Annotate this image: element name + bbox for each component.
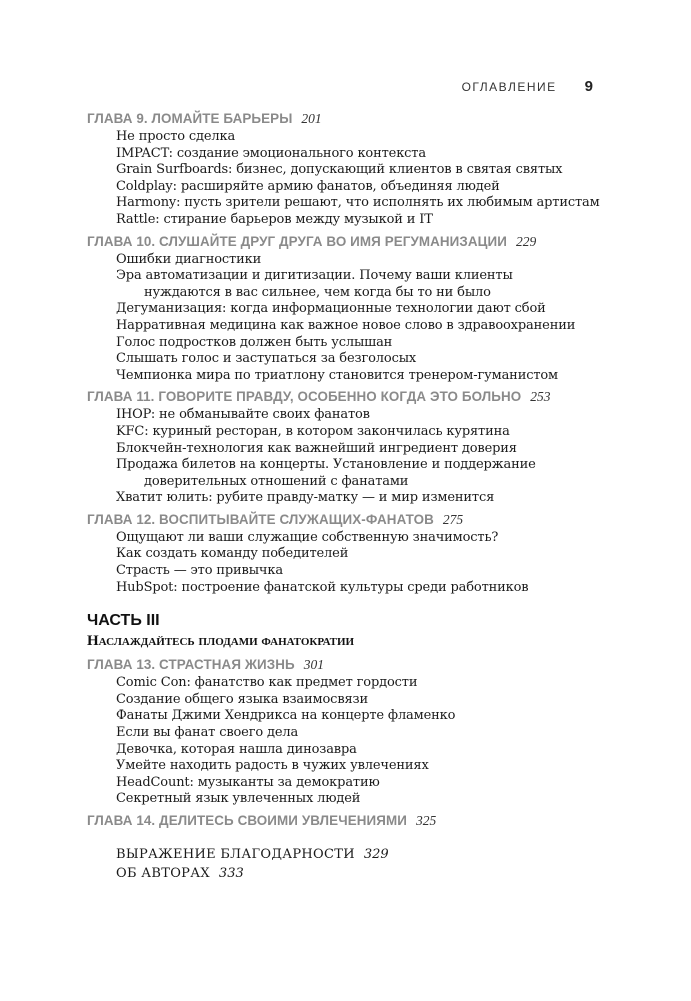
chapter-entries xyxy=(87,252,607,385)
chapter-entries xyxy=(87,675,607,808)
toc-entry[interactable]: Дегуманизация: когда информационные технологии дают сбой xyxy=(116,301,546,317)
chapter-page: 253 xyxy=(530,389,551,405)
page-number: 9 xyxy=(584,78,593,95)
chapter-entries xyxy=(87,407,607,507)
toc-entry[interactable]: KFC: куриный ресторан, в котором закончилась курятина xyxy=(116,423,510,439)
toc-entry[interactable]: IHOP: не обманывайте своих фанатов xyxy=(116,407,370,423)
toc-entry[interactable]: Девочка, которая нашла динозавра xyxy=(116,741,357,757)
toc-entry[interactable]: Grain Surfboards: бизнес, допускающий клиентов в святая святых xyxy=(116,162,563,178)
toc-entry[interactable]: Comic Con: фанатство как предмет гордости xyxy=(116,675,418,691)
toc-entry[interactable]: Harmony: пусть зрители решают, что исполнять их любимым артистам xyxy=(116,195,600,211)
chapter-page: 301 xyxy=(303,657,325,673)
toc-entry[interactable] xyxy=(116,457,607,490)
chapter-page: 325 xyxy=(415,813,437,828)
toc-entry[interactable]: Хватит юлить: рубите правду-матку — и мир изменится xyxy=(116,490,495,506)
back-matter-page: 333 xyxy=(218,866,244,881)
toc-entry[interactable]: Страсть — это привычка xyxy=(116,563,283,579)
back-matter-entry[interactable] xyxy=(87,864,607,883)
toc-entry[interactable]: Если вы фанат своего дела xyxy=(116,725,299,741)
chapter-heading[interactable] xyxy=(87,232,607,252)
toc-entry[interactable]: IMPACT: создание эмоционального контекста xyxy=(116,145,426,161)
back-matter-title: ВЫРАЖЕНИЕ БЛАГОДАРНОСТИ xyxy=(116,847,355,862)
toc-entry[interactable]: Ошибки диагностики xyxy=(116,251,262,267)
toc-entry[interactable]: Чемпионка мира по триатлону становится тренером-гуманистом xyxy=(116,367,559,383)
toc-entry-line: Эра автоматизации и дигитизации. Почему ваши клиенты xyxy=(116,268,513,284)
chapter-title: ГЛАВА 13. СТРАСТНАЯ ЖИЗНЬ xyxy=(87,657,295,673)
chapter-page: 201 xyxy=(301,111,322,126)
chapter-title: ГЛАВА 11. ГОВОРИТЕ ПРАВДУ, ОСОБЕННО КОГДА ЭТО БОЛЬНО xyxy=(87,389,522,405)
toc-entry-continuation: доверительных отношений с фанатами xyxy=(144,473,409,489)
toc-entry[interactable]: Нарративная медицина как важное новое слово в здравоохранении xyxy=(116,317,576,333)
chapter-heading[interactable] xyxy=(87,510,607,530)
toc-entry[interactable]: Rattle: стирание барьеров между музыкой и IT xyxy=(116,211,433,227)
toc-entry[interactable]: Секретный язык увлеченных людей xyxy=(116,791,361,807)
back-matter-title: ОБ АВТОРАХ xyxy=(116,866,210,881)
chapter-title: ГЛАВА 12. ВОСПИТЫВАЙТЕ СЛУЖАЩИХ-ФАНАТОВ xyxy=(87,511,434,527)
toc-entry[interactable]: Блокчейн-технология как важнейший ингредиент доверия xyxy=(116,440,517,456)
toc-entry[interactable]: Умейте находить радость в чужих увлечениях xyxy=(116,758,429,774)
chapter-heading[interactable] xyxy=(87,655,607,675)
toc-entry[interactable] xyxy=(116,268,607,301)
part-heading xyxy=(87,611,607,651)
toc-entry[interactable]: HeadCount: музыканты за демократию xyxy=(116,774,380,790)
toc-entry[interactable]: Coldplay: расширяйте армию фанатов, объединяя людей xyxy=(116,178,500,194)
toc-entry[interactable]: Слышать голос и заступаться за безголосых xyxy=(116,351,417,367)
toc-entry[interactable]: Фанаты Джими Хендрикса на концерте фламенко xyxy=(116,708,456,724)
toc-entry[interactable]: Не просто сделка xyxy=(116,129,236,144)
toc-entry[interactable]: Создание общего языка взаимосвязи xyxy=(116,691,368,707)
part-title: Наслаждайтесь плодами фанатократии xyxy=(87,633,355,650)
toc-entry-continuation: нуждаются в вас сильнее, чем когда бы то ни было xyxy=(144,284,491,300)
back-matter-page: 329 xyxy=(363,847,389,862)
back-matter-entry[interactable] xyxy=(87,845,607,864)
chapter-heading[interactable] xyxy=(87,387,607,407)
toc-entry[interactable]: HubSpot: построение фанатской культуры среди работников xyxy=(116,579,529,595)
chapter-page: 229 xyxy=(515,233,537,249)
toc-entry[interactable]: Ощущают ли ваши служащие собственную значимость? xyxy=(116,529,499,545)
chapter-title: ГЛАВА 9. ЛОМАЙТЕ БАРЬЕРЫ xyxy=(87,111,293,126)
chapter-entries xyxy=(87,129,607,229)
toc-entry[interactable]: Голос подростков должен быть услышан xyxy=(116,334,393,350)
chapter-title: ГЛАВА 10. СЛУШАЙТЕ ДРУГ ДРУГА ВО ИМЯ РЕГУМАНИЗАЦИИ xyxy=(87,233,507,249)
running-header xyxy=(462,78,593,95)
chapter-page: 275 xyxy=(442,511,464,527)
chapter-entries xyxy=(87,530,607,596)
running-title: ОГЛАВЛЕНИЕ xyxy=(461,80,557,94)
chapter-heading[interactable] xyxy=(87,109,607,129)
toc-entry-line: Продажа билетов на концерты. Установление и поддержание xyxy=(116,457,536,473)
chapter-title: ГЛАВА 14. ДЕЛИТЕСЬ СВОИМИ УВЛЕЧЕНИЯМИ xyxy=(87,813,407,828)
part-label: ЧАСТЬ III xyxy=(87,612,160,630)
toc-entry[interactable]: Как создать команду победителей xyxy=(116,546,349,562)
table-of-contents xyxy=(87,109,607,883)
chapter-heading[interactable] xyxy=(87,811,607,831)
